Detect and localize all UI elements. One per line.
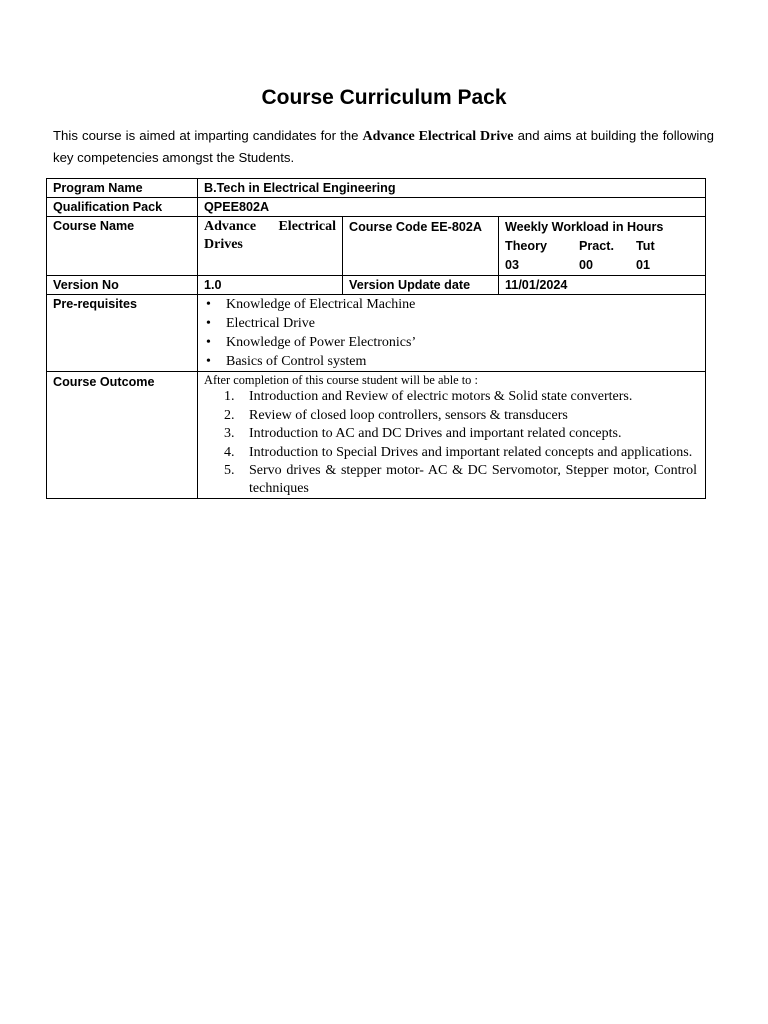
prerequisites-value	[198, 295, 706, 372]
intro-paragraph	[53, 125, 714, 168]
course-outcome-label: Course Outcome	[47, 372, 198, 499]
list-item	[224, 407, 699, 425]
version-label: Version No	[47, 276, 198, 295]
workload-value-pract: 00	[579, 258, 594, 272]
list-item: • Knowledge of Power Electronics’	[226, 333, 699, 352]
row-course-outcome	[47, 372, 706, 499]
workload-headers	[505, 237, 699, 256]
row-program-name	[47, 179, 706, 198]
course-name-line2: Drives	[204, 237, 243, 252]
workload-header-tut: Tut	[636, 239, 655, 253]
course-name-word1: Advance	[204, 219, 257, 234]
course-name-word2: Electrical	[278, 219, 336, 234]
row-prerequisites	[47, 295, 706, 372]
row-course-name	[47, 217, 706, 276]
qualification-pack-value: QPEE802A	[198, 198, 706, 217]
workload-header-pract: Pract.	[579, 239, 615, 253]
item-text: Review of closed loop controllers, sensors & transducers	[249, 407, 568, 423]
intro-text-before: This course is aimed at imparting candidates for the	[53, 128, 363, 143]
intro-text-after: and aims at building the following key competencies amongst the Students.	[53, 128, 715, 165]
course-name-line1	[204, 218, 336, 236]
item-number: 3.	[224, 426, 235, 441]
weekly-workload	[499, 217, 706, 276]
list-item	[224, 388, 699, 406]
row-version	[47, 276, 706, 295]
prerequisites-label: Pre-requisites	[47, 295, 198, 372]
intro-course-highlight: Advance Electrical Drive	[362, 129, 514, 144]
item-text: Introduction to AC and DC Drives and important related concepts.	[249, 426, 622, 441]
course-name-value	[198, 217, 343, 276]
item-number: 1.	[224, 389, 235, 404]
row-qualification-pack	[47, 198, 706, 217]
course-code: Course Code EE-802A	[343, 217, 499, 276]
item-text: Introduction to Special Drives and important related concepts and applications.	[249, 444, 693, 460]
program-name-value: B.Tech in Electrical Engineering	[198, 179, 706, 198]
workload-heading: Weekly Workload in Hours	[505, 220, 664, 234]
prerequisites-list	[204, 295, 699, 371]
version-update-value: 11/01/2024	[499, 276, 706, 295]
workload-value-tut: 01	[636, 258, 651, 272]
item-text: Servo drives & stepper motor- AC & DC Servomotor, Stepper motor, Control techniques	[249, 463, 698, 496]
page-title: Course Curriculum Pack	[261, 86, 507, 109]
course-outcome-intro: After completion of this course student will be able to :	[204, 373, 478, 387]
list-item: • Knowledge of Electrical Machine	[226, 295, 699, 314]
item-text: Introduction and Review of electric motors & Solid state converters.	[249, 389, 633, 404]
item-number: 2.	[224, 407, 235, 423]
workload-values	[505, 256, 699, 275]
curriculum-table	[46, 178, 706, 499]
list-item	[224, 444, 699, 462]
list-item	[224, 462, 699, 497]
version-update-label: Version Update date	[343, 276, 499, 295]
list-item	[224, 425, 699, 443]
item-number: 5.	[224, 463, 235, 478]
version-value: 1.0	[198, 276, 343, 295]
workload-header-theory: Theory	[505, 239, 547, 253]
course-name-label: Course Name	[47, 217, 198, 276]
course-outcome-value	[198, 372, 706, 499]
qualification-pack-label: Qualification Pack	[47, 198, 198, 217]
list-item: • Basics of Control system	[226, 352, 699, 371]
course-outcome-list	[204, 388, 699, 497]
program-name-label: Program Name	[47, 179, 198, 198]
list-item: • Electrical Drive	[226, 314, 699, 333]
workload-value-theory: 03	[505, 258, 520, 272]
item-number: 4.	[224, 444, 235, 460]
